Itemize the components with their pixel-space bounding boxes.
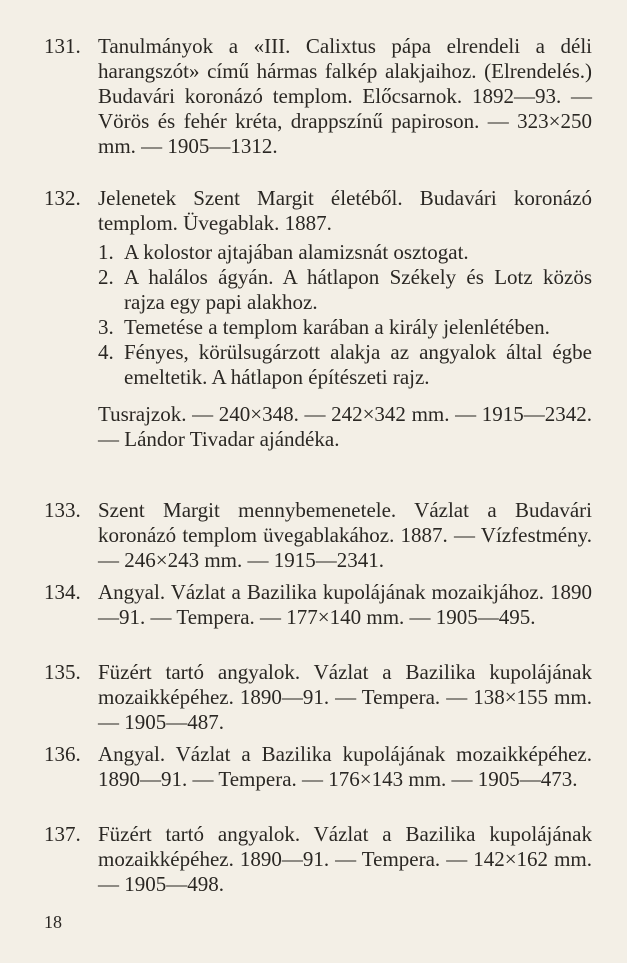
entry-text: Füzért tartó angyalok. Vázlat a Bazilika kupolájának mozaikképéhez. 1890—91. — Tempera. — 138×155 mm. — 1905—487. (98, 660, 592, 734)
entry-text: Jelenetek Szent Margit életéből. Budavári koronázó templom. Üvegablak. 1887. (98, 186, 592, 235)
entry-number: 136. (44, 742, 81, 766)
sub-item (98, 315, 592, 340)
entry-text: Tanulmányok a «III. Calixtus pápa elrendeli a déli harangszót» című hármas falkép alakjaihoz. (Elrendelés.) Budavári koronázó templom. Előcsarnok. 1892—93. — Vörös és fehér kréta, drappszínű papiroson. — 323×250 mm. — 1905—1312. (98, 34, 592, 158)
entry-number: 134. (44, 580, 81, 604)
sub-item (98, 240, 592, 265)
sub-item (98, 340, 592, 390)
sub-item-number: 3. (98, 315, 114, 339)
entry-131 (44, 34, 592, 159)
sub-item-text: Temetése a templom karában a király jelenlétében. (124, 315, 550, 339)
sub-item-number: 1. (98, 240, 114, 264)
entry-133 (44, 498, 592, 573)
entry-136 (44, 742, 592, 792)
page-number: 18 (44, 912, 62, 932)
entry-number: 135. (44, 660, 81, 684)
sub-item (98, 265, 592, 315)
entry-text: Szent Margit mennybemenetele. Vázlat a Budavári koronázó templom üvegablakához. 1887. — Vízfestmény. — 246×243 mm. — 1915—2341. (98, 498, 592, 572)
entry-number: 133. (44, 498, 81, 522)
entry-number: 131. (44, 34, 81, 58)
entry-number: 137. (44, 822, 81, 846)
sub-item-text: A kolostor ajtajában alamizsnát osztogat. (124, 240, 469, 264)
entry-132 (44, 186, 592, 452)
entry-text: Füzért tartó angyalok. Vázlat a Bazilika kupolájának mozaikképéhez. 1890—91. — Tempera. — 142×162 mm. — 1905—498. (98, 822, 592, 896)
entry-footer: Tusrajzok. — 240×348. — 242×342 mm. — 1915—2342. — Lándor Tivadar ajándéka. (98, 402, 592, 451)
entry-135 (44, 660, 592, 735)
entry-text: Angyal. Vázlat a Bazilika kupolájának mozaikjához. 1890—91. — Tempera. — 177×140 mm. — 1905—495. (98, 580, 592, 629)
entry-134 (44, 580, 592, 630)
entry-text: Angyal. Vázlat a Bazilika kupolájának mozaikképéhez. 1890—91. — Tempera. — 176×143 mm. — 1905—473. (98, 742, 592, 791)
sub-item-number: 4. (98, 340, 114, 364)
sub-item-text: A halálos ágyán. A hátlapon Székely és Lotz közös rajza egy papi alakhoz. (124, 265, 592, 314)
entry-137 (44, 822, 592, 897)
sub-item-text: Fényes, körülsugárzott alakja az angyalok által égbe emeltetik. A hátlapon építészeti rajz. (124, 340, 592, 389)
sub-item-number: 2. (98, 265, 114, 289)
entry-number: 132. (44, 186, 81, 210)
